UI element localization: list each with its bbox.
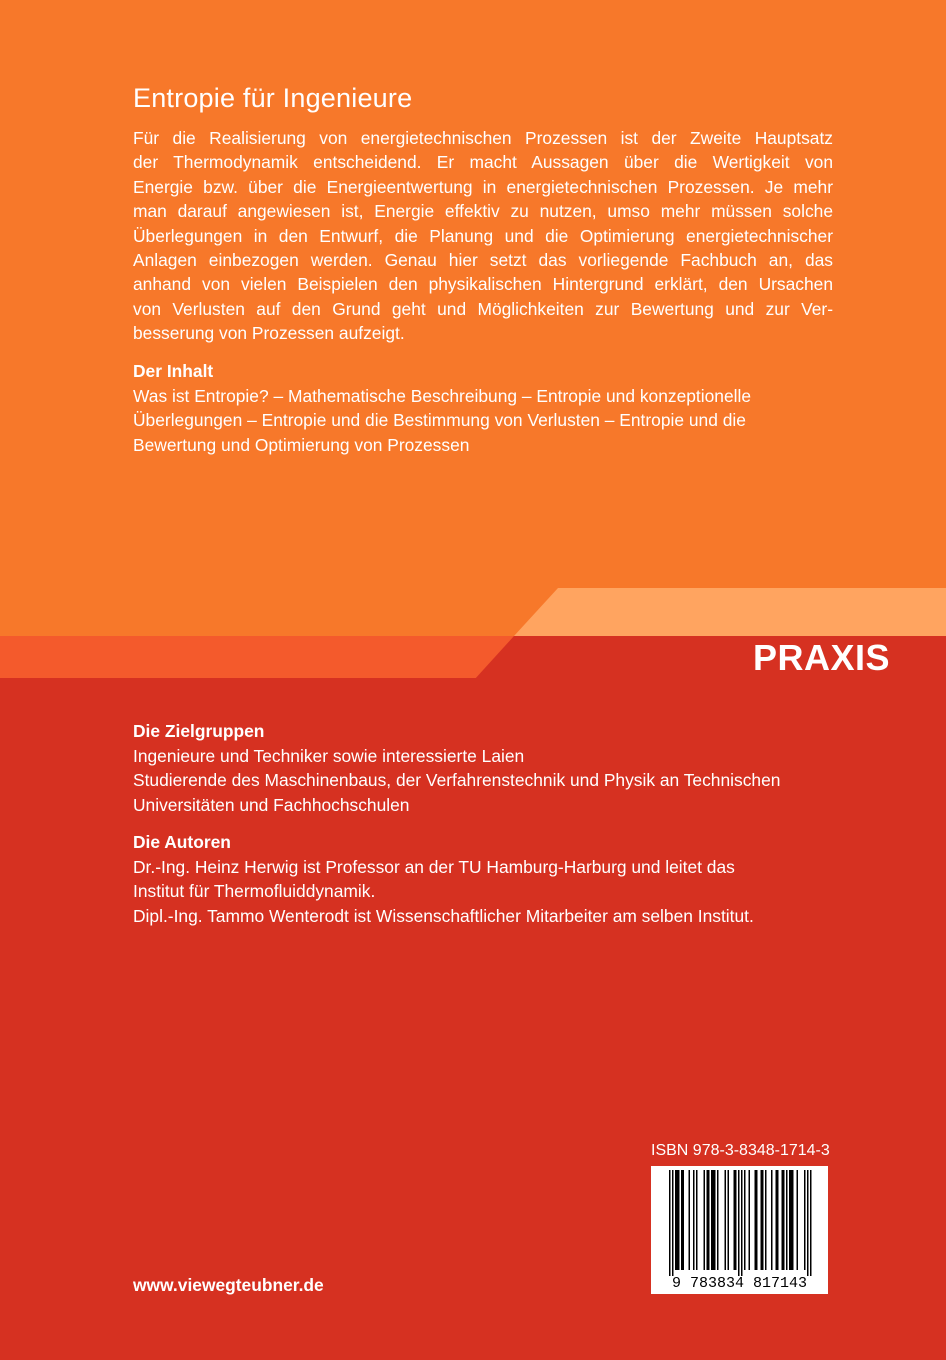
isbn-label: ISBN 978-3-8348-1714-3 bbox=[651, 1142, 830, 1159]
barcode-number: 9 783834 817143 bbox=[671, 1275, 808, 1292]
barcode-bar bbox=[717, 1170, 719, 1270]
barcode-bar bbox=[792, 1170, 794, 1270]
barcode-bar bbox=[749, 1170, 751, 1270]
barcode-bar bbox=[713, 1170, 715, 1270]
barcode-bar bbox=[707, 1170, 709, 1270]
barcode-bar bbox=[693, 1170, 695, 1270]
zielgruppen-line: Studierende des Maschinenbaus, der Verfahrenstechnik und Physik an Technischen bbox=[133, 770, 781, 791]
intro-line: der Thermodynamik entscheidend. Er macht Aussagen über die Wertigkeit von bbox=[133, 152, 833, 173]
band-light-stripe bbox=[514, 588, 946, 636]
barcode-bar bbox=[776, 1170, 778, 1270]
intro-line: von Verlusten auf den Grund geht und Möglichkeiten zur Bewertung und zur Ver- bbox=[133, 298, 833, 319]
barcode-bar bbox=[771, 1170, 773, 1270]
zielgruppen-line: Universitäten und Fachhochschulen bbox=[133, 794, 410, 815]
inhalt-line: Bewertung und Optimierung von Prozessen bbox=[133, 434, 470, 455]
barcode-bar bbox=[804, 1170, 806, 1270]
barcode-bar bbox=[714, 1170, 716, 1270]
barcode-bar bbox=[782, 1170, 784, 1270]
barcode-bar bbox=[683, 1170, 685, 1270]
autoren-line: Institut für Thermofluiddynamik. bbox=[133, 881, 376, 902]
barcode-bar bbox=[735, 1170, 737, 1270]
barcode-bar bbox=[725, 1170, 727, 1270]
barcode-bar bbox=[678, 1170, 680, 1270]
barcode-bar bbox=[807, 1170, 809, 1276]
inhalt-line: Was ist Entropie? – Mathematische Beschreibung – Entropie und konzeptionelle bbox=[133, 386, 752, 406]
autoren-line: Dipl.-Ing. Tammo Wenterodt ist Wissenschaftlicher Mitarbeiter am selben Institut. bbox=[133, 905, 754, 926]
barcode-bar bbox=[672, 1170, 674, 1276]
barcode-bar bbox=[783, 1170, 785, 1270]
inhalt-text bbox=[133, 384, 833, 457]
intro-line: Für die Realisierung von energietechnischen Prozessen ist der Zweite Hauptsatz bbox=[133, 128, 833, 148]
autoren-line: Dr.-Ing. Heinz Herwig ist Professor an der TU Hamburg-Harburg und leitet das bbox=[133, 857, 735, 877]
zielgruppen-heading: Die Zielgruppen bbox=[133, 721, 265, 741]
barcode-bar bbox=[755, 1170, 757, 1270]
barcode-bar bbox=[704, 1170, 706, 1270]
book-title: Entropie für Ingenieure bbox=[133, 83, 413, 113]
barcode-bar bbox=[681, 1170, 683, 1270]
intro-line: Energie bzw. über die Energieentwertung in energietechnischen Prozessen. Je mehr bbox=[133, 176, 833, 197]
barcode-graphic bbox=[651, 1166, 828, 1294]
intro-line: besserung von Prozessen aufzeigt. bbox=[133, 323, 405, 344]
barcode-bar bbox=[669, 1170, 671, 1276]
barcode-bar bbox=[744, 1170, 746, 1270]
barcode-bar bbox=[791, 1170, 793, 1270]
intro-line: anhand von vielen Beispielen den physikalischen Hintergrund erklärt, den Ursachen bbox=[133, 274, 833, 295]
barcode-bar bbox=[762, 1170, 764, 1270]
intro-line: Anlagen einbezogen werden. Genau hier setzt das vorliegende Fachbuch an, das bbox=[133, 250, 833, 271]
barcode-bar bbox=[756, 1170, 758, 1270]
barcode-bar bbox=[728, 1170, 730, 1270]
barcode-bars bbox=[669, 1170, 812, 1276]
barcode-bar bbox=[741, 1170, 743, 1276]
barcode-bar bbox=[677, 1170, 679, 1270]
inhalt-heading: Der Inhalt bbox=[133, 361, 214, 381]
barcode-bar bbox=[711, 1170, 713, 1270]
barcode-bar bbox=[761, 1170, 763, 1270]
barcode-bar bbox=[708, 1170, 710, 1270]
barcode-bar bbox=[734, 1170, 736, 1270]
barcode-bar bbox=[689, 1170, 691, 1270]
barcode bbox=[651, 1166, 828, 1294]
autoren-heading: Die Autoren bbox=[133, 832, 231, 852]
barcode-bar bbox=[777, 1170, 779, 1270]
inhalt-line: Überlegungen – Entropie und die Bestimmung von Verlusten – Entropie und die bbox=[133, 410, 746, 431]
barcode-bar bbox=[765, 1170, 767, 1270]
intro-line: Überlegungen in den Entwurf, die Planung und die Optimierung energietechnischer bbox=[133, 225, 833, 246]
barcode-bar bbox=[786, 1170, 788, 1270]
intro-paragraph bbox=[133, 126, 833, 346]
barcode-bar bbox=[675, 1170, 677, 1270]
zielgruppen-text bbox=[133, 744, 833, 817]
barcode-bar bbox=[810, 1170, 812, 1276]
barcode-bar bbox=[789, 1170, 791, 1270]
series-label: PRAXIS bbox=[752, 637, 890, 678]
publisher-url[interactable]: www.viewegteubner.de bbox=[133, 1275, 324, 1295]
autoren-text bbox=[133, 855, 833, 928]
barcode-bar bbox=[797, 1170, 799, 1270]
barcode-bar bbox=[696, 1170, 698, 1270]
intro-line: man darauf angewiesen ist, Energie effektiv zu nutzen, umso mehr müssen solche bbox=[133, 201, 833, 222]
zielgruppen-line: Ingenieure und Techniker sowie interessierte Laien bbox=[133, 746, 525, 766]
band-dark-stripe bbox=[0, 636, 514, 680]
barcode-bar bbox=[738, 1170, 740, 1276]
